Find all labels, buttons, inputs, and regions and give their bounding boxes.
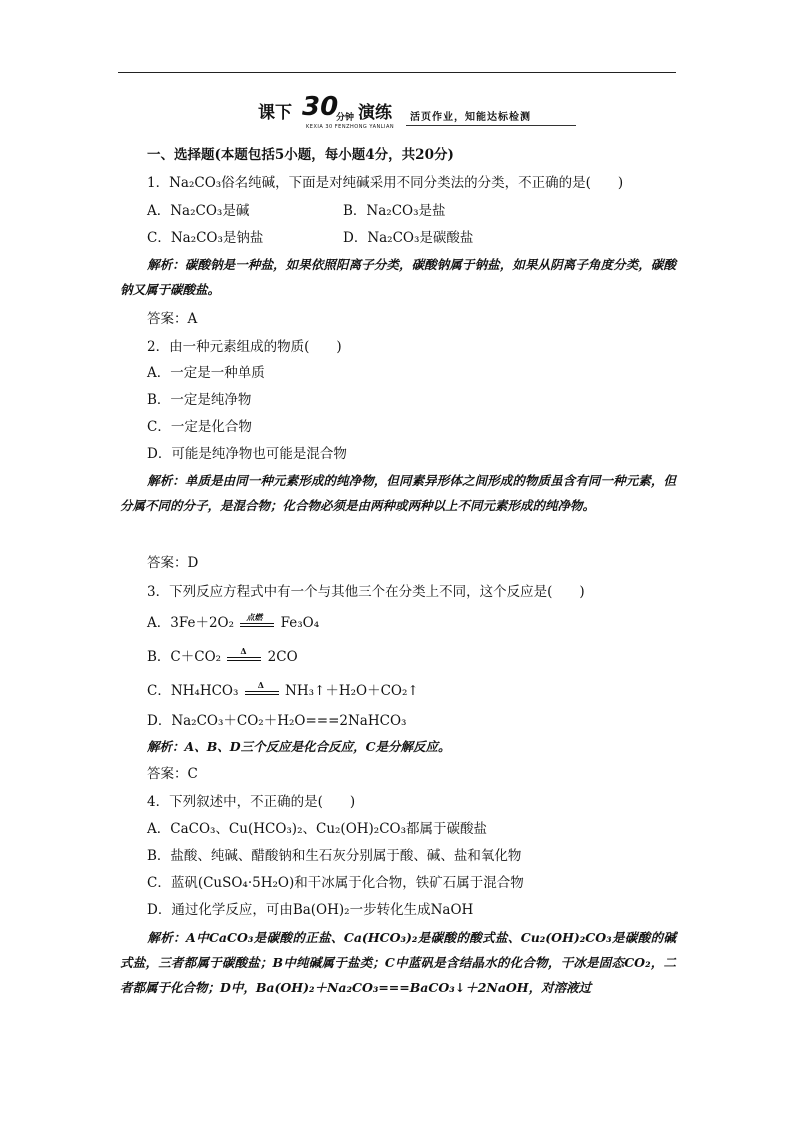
option-a-reactants: A．3Fe＋2O₂	[147, 615, 235, 631]
question-2-option-d: D．可能是纯净物也可能是混合物	[147, 446, 347, 462]
question-1-option-d: D．Na₂CO₃是碳酸盐	[343, 230, 474, 246]
option-c-arrow	[245, 679, 279, 699]
top-rule	[118, 72, 676, 73]
banner-practice: 演练	[358, 103, 392, 123]
banner-tagline: 活页作业，知能达标检测	[406, 108, 576, 126]
option-b-products: 2CO	[267, 649, 298, 665]
option-c-condition: Δ	[257, 679, 264, 690]
question-4-option-d: D．通过化学反应，可由Ba(OH)₂一步转化生成NaOH	[147, 902, 474, 918]
question-2-explanation	[120, 468, 676, 518]
question-1-stem: 1．Na₂CO₃俗名纯碱，下面是对纯碱采用不同分类法的分类，不正确的是( )	[147, 175, 624, 191]
question-3-option-c	[147, 679, 419, 700]
question-1-option-b: B．Na₂CO₃是盐	[343, 203, 446, 219]
question-3-option-a	[147, 611, 320, 632]
option-a-arrow	[240, 611, 274, 631]
banner-minutes: 分钟	[336, 113, 355, 123]
question-2-option-a: A．一定是一种单质	[147, 365, 265, 381]
option-b-condition: Δ	[240, 645, 247, 656]
question-1-explanation-text: 解析：碳酸钠是一种盐，如果依照阳离子分类，碳酸钠属于钠盐，如果从阴离子角度分类，碳酸钠又属于碳酸盐。	[120, 257, 676, 297]
question-3-stem: 3．下列反应方程式中有一个与其他三个在分类上不同，这个反应是( )	[147, 584, 585, 600]
section-title: 一、选择题(本题包括5小题，每小题4分，共20分)	[147, 147, 454, 163]
question-4-explanation	[120, 925, 676, 1000]
section-banner	[258, 92, 576, 132]
question-3-option-b	[147, 645, 298, 666]
question-3-answer: 答案：C	[147, 766, 198, 782]
question-3-option-d: D．Na₂CO₃＋CO₂＋H₂O===2NaHCO₃	[147, 713, 407, 729]
question-4-option-b: B．盐酸、纯碱、醋酸钠和生石灰分别属于酸、碱、盐和氧化物	[147, 848, 522, 864]
question-4-stem: 4．下列叙述中，不正确的是( )	[147, 794, 356, 810]
question-1-answer: 答案：A	[147, 311, 198, 327]
question-1-option-c: C．Na₂CO₃是钠盐	[147, 230, 264, 246]
banner-main: 课下	[258, 103, 292, 123]
question-2-option-b: B．一定是纯净物	[147, 392, 252, 408]
question-2-option-c: C．一定是化合物	[147, 419, 252, 435]
question-4-option-a: A．CaCO₃、Cu(HCO₃)₂、Cu₂(OH)₂CO₃都属于碳酸盐	[147, 821, 488, 837]
question-2-explanation-text: 解析：单质是由同一种元素形成的纯净物，但同素异形体之间形成的物质虽含有同一种元素，但分属不同的分子，是混合物；化合物必须是由两种或两种以上不同元素形成的纯净物。	[120, 473, 676, 513]
question-2-answer: 答案：D	[147, 555, 199, 571]
question-1-option-a: A．Na₂CO₃是碱	[147, 203, 250, 219]
option-c-reactants: C．NH₄HCO₃	[147, 683, 239, 699]
option-a-condition: 点燃	[246, 611, 263, 622]
banner-number: 30	[302, 92, 339, 122]
option-b-reactants: B．C＋CO₂	[147, 649, 222, 665]
question-1-explanation	[120, 252, 676, 302]
question-2-stem: 2．由一种元素组成的物质( )	[147, 339, 342, 355]
question-4-explanation-text: 解析：A中CaCO₃是碳酸的正盐、Ca(HCO₃)₂是碳酸的酸式盐、Cu₂(OH)₂CO₃是碳酸的碱式盐，三者都属于碳酸盐；B中纯碱属于盐类；C中蓝矾是含结晶水的化合物，干冰是固态CO₂，二者都属于化合物；D中，Ba(OH)₂＋Na₂CO₃===BaCO₃↓＋2NaOH，对溶液过	[120, 930, 676, 995]
question-3-explanation: 解析：A、B、D三个反应是化合反应，C是分解反应。	[147, 739, 451, 754]
banner-pinyin: KEXIA 30 FENZHONG YANLIAN	[306, 124, 395, 130]
option-c-products: NH₃↑＋H₂O＋CO₂↑	[285, 683, 419, 699]
option-b-arrow	[227, 645, 261, 665]
option-a-products: Fe₃O₄	[280, 615, 320, 631]
question-4-option-c: C．蓝矾(CuSO₄·5H₂O)和干冰属于化合物，铁矿石属于混合物	[147, 875, 524, 891]
